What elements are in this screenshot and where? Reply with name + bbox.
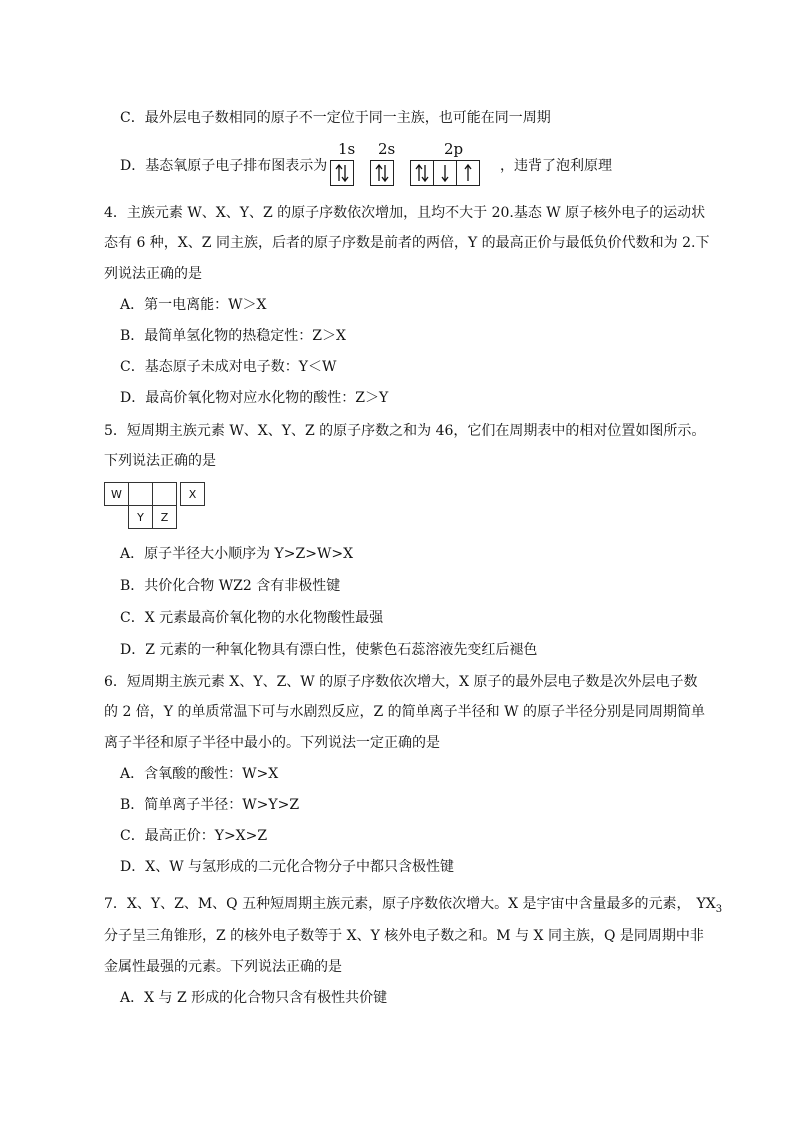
orbital-box-2p — [410, 160, 480, 186]
q7-formula-base: YX — [696, 896, 716, 912]
q6-stem-line1: 6．短周期主族元素 X、Y、Z、W 的原子序数依次增大，X 原子的最外层电子数是次外层电子数 — [104, 674, 698, 690]
q4-stem-line2: 态有 6 种，X、Z 同主族，后者的原子序数是前者的两倍，Y 的最高正价与最低负价代数和为 2.下 — [104, 235, 710, 251]
q4-stem-line1: 4．主族元素 W、X、Y、Z 的原子序数依次增加，且均不大于 20.基态 W 原子核外电子的运动状 — [104, 205, 706, 221]
orbital-label-2p: 2p — [444, 140, 464, 158]
cell-x: X — [180, 482, 205, 506]
cell-y: Y — [128, 505, 153, 529]
q4-stem-line3: 列说法正确的是 — [104, 266, 202, 282]
cell-w: W — [104, 482, 129, 506]
q7-stem-line1 — [104, 894, 722, 920]
paired-arrows-icon — [411, 161, 434, 185]
q6-option-b: B．简单离子半径：W>Y>Z — [120, 797, 300, 813]
q4-option-c: C．基态原子未成对电子数：Y＜W — [120, 359, 337, 375]
q7-formula-subscript: 3 — [715, 903, 723, 915]
q4-option-d: D．最高价氧化物对应水化物的酸性：Z＞Y — [120, 390, 389, 406]
orbital-label-1s: 1s — [338, 140, 356, 158]
q3-option-c: C．最外层电子数相同的原子不一定位于同一主族，也可能在同一周期 — [120, 110, 551, 126]
q7-formula — [696, 896, 723, 915]
q6-stem-line2: 的 2 倍，Y 的单质常温下可与水剧烈反应，Z 的简单离子半径和 W 的原子半径分别是同周期简单 — [104, 704, 705, 720]
q4-option-a: A．第一电离能：W＞X — [120, 297, 267, 313]
cell-z: Z — [152, 505, 177, 529]
q5-option-c: C．X 元素最高价氧化物的水化物酸性最强 — [120, 610, 384, 626]
q6-stem-line3: 离子半径和原子半径中最小的。下列说法一定正确的是 — [104, 735, 440, 751]
q5-option-b: B．共价化合物 WZ2 含有非极性键 — [120, 578, 341, 594]
q3-option-d-prefix: D．基态氧原子电子排布图表示为 — [120, 158, 328, 174]
q7-stem-line2: 分子呈三角锥形，Z 的核外电子数等于 X、Y 核外电子数之和。M 与 X 同主族，Q 是同周期中非 — [104, 928, 704, 944]
q6-option-c: C．最高正价：Y>X>Z — [120, 828, 268, 844]
cell-empty — [152, 482, 177, 506]
q7-stem-text: 7．X、Y、Z、M、Q 五种短周期主族元素，原子序数依次增大。X 是宇宙中含量最多的元素， — [104, 896, 691, 912]
q5-option-a: A．原子半径大小顺序为 Y>Z>W>X — [120, 546, 354, 562]
q5-option-d: D．Z 元素的一种氧化物具有漂白性，使紫色石蕊溶液先变红后褪色 — [120, 642, 538, 658]
orbital-box-1s — [330, 160, 354, 186]
q7-stem-line3: 金属性最强的元素。下列说法正确的是 — [104, 959, 342, 975]
paired-arrows-icon — [331, 161, 353, 185]
q6-option-a: A．含氧酸的酸性：W>X — [120, 766, 279, 782]
orbital-box-2s — [370, 160, 394, 186]
q3-option-d-suffix: ，违背了泡利原理 — [500, 158, 612, 174]
q4-option-b: B．最简单氢化物的热稳定性：Z＞X — [120, 328, 346, 344]
q5-stem-line1: 5．短周期主族元素 W、X、Y、Z 的原子序数之和为 46，它们在周期表中的相对位置如图所示。 — [104, 423, 706, 439]
cell-empty — [128, 482, 153, 506]
up-arrow-icon — [457, 161, 479, 185]
orbital-label-2s: 2s — [378, 140, 396, 158]
q5-stem-line2: 下列说法正确的是 — [104, 453, 216, 469]
paired-arrows-icon — [371, 161, 393, 185]
down-arrow-icon — [434, 161, 457, 185]
q7-option-a: A．X 与 Z 形成的化合物只含有极性共价键 — [120, 990, 388, 1006]
q6-option-d: D．X、W 与氢形成的二元化合物分子中都只含极性键 — [120, 859, 455, 875]
